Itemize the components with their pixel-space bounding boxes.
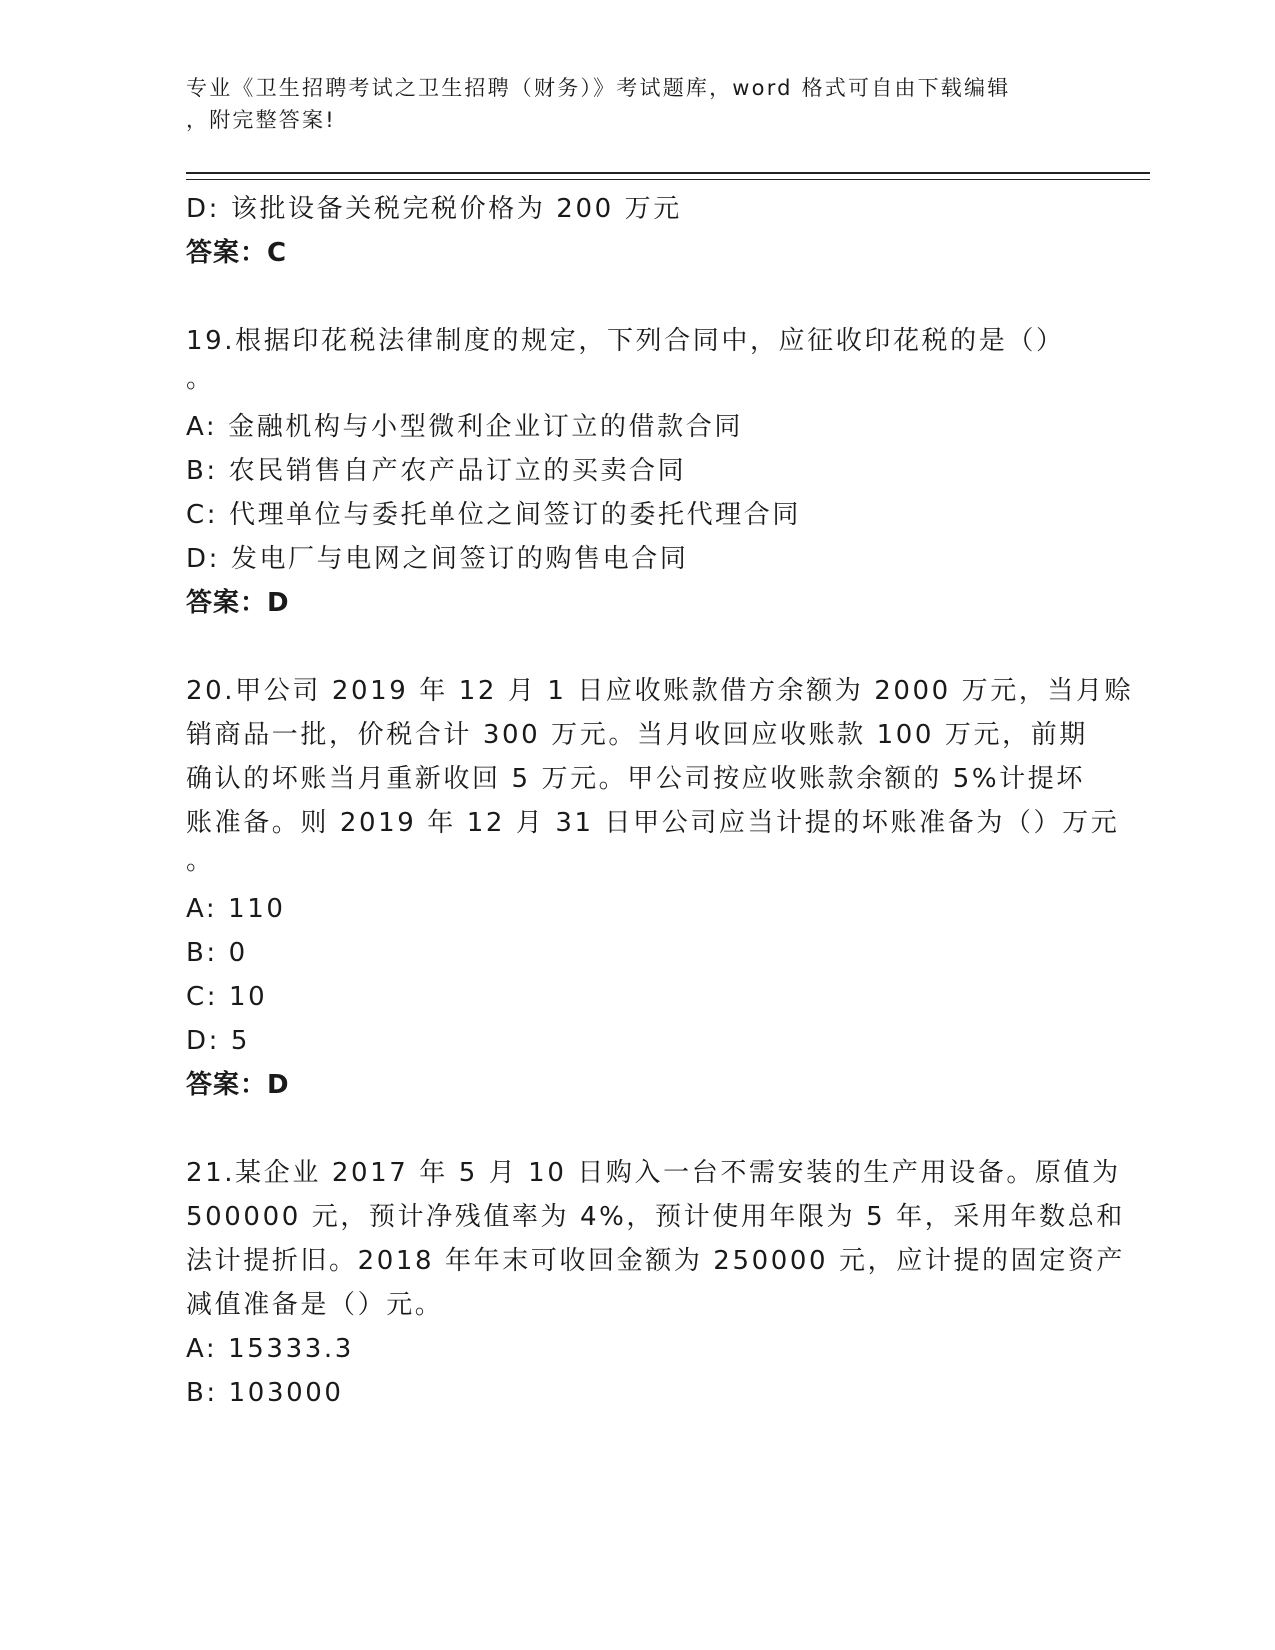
- q19-option-a: A: 金融机构与小型微利企业订立的借款合同: [186, 412, 743, 442]
- document-header-line-2: ，附完整答案!: [186, 108, 336, 132]
- q20-option-a: A: 110: [186, 894, 286, 924]
- q21-stem-line-2: 500000 元，预计净残值率为 4%，预计使用年限为 5 年，采用年数总和: [186, 1202, 1125, 1232]
- header-divider-thin: [186, 179, 1150, 180]
- q19-answer: 答案：D: [186, 588, 290, 618]
- q20-stem-line-1: 20.甲公司 2019 年 12 月 1 日应收账款借方余额为 2000 万元，当月赊: [186, 676, 1134, 706]
- q20-stem-line-5: 。: [186, 846, 215, 876]
- q20-option-b: B: 0: [186, 938, 248, 968]
- q19-stem-line-2: 。: [186, 364, 215, 394]
- q21-option-a: A: 15333.3: [186, 1334, 354, 1364]
- prev-question-answer: 答案：C: [186, 238, 288, 268]
- q19-option-b: B: 农民销售自产农产品订立的买卖合同: [186, 456, 687, 486]
- q20-option-d: D: 5: [186, 1026, 250, 1056]
- q19-stem-line-1: 19.根据印花税法律制度的规定，下列合同中，应征收印花税的是（）: [186, 326, 1065, 356]
- q21-stem-line-4: 减值准备是（）元。: [186, 1290, 444, 1320]
- q21-option-b: B: 103000: [186, 1378, 344, 1408]
- q20-stem-line-3: 确认的坏账当月重新收回 5 万元。甲公司按应收账款余额的 5%计提坏: [186, 764, 1085, 794]
- q20-stem-line-2: 销商品一批，价税合计 300 万元。当月收回应收账款 100 万元，前期: [186, 720, 1088, 750]
- document-header-line-1: 专业《卫生招聘考试之卫生招聘（财务）》考试题库，word 格式可自由下载编辑: [186, 76, 1011, 100]
- q20-option-c: C: 10: [186, 982, 268, 1012]
- prev-question-option-d: D: 该批设备关税完税价格为 200 万元: [186, 194, 682, 224]
- q19-option-d: D: 发电厂与电网之间签订的购售电合同: [186, 544, 689, 574]
- q19-option-c: C: 代理单位与委托单位之间签订的委托代理合同: [186, 500, 801, 530]
- q21-stem-line-3: 法计提折旧。2018 年年末可收回金额为 250000 元，应计提的固定资产: [186, 1246, 1126, 1276]
- q20-answer: 答案：D: [186, 1070, 290, 1100]
- q20-stem-line-4: 账准备。则 2019 年 12 月 31 日甲公司应当计提的坏账准备为（）万元: [186, 808, 1120, 838]
- q21-stem-line-1: 21.某企业 2017 年 5 月 10 日购入一台不需安装的生产用设备。原值为: [186, 1158, 1121, 1188]
- header-divider-thick: [186, 172, 1150, 174]
